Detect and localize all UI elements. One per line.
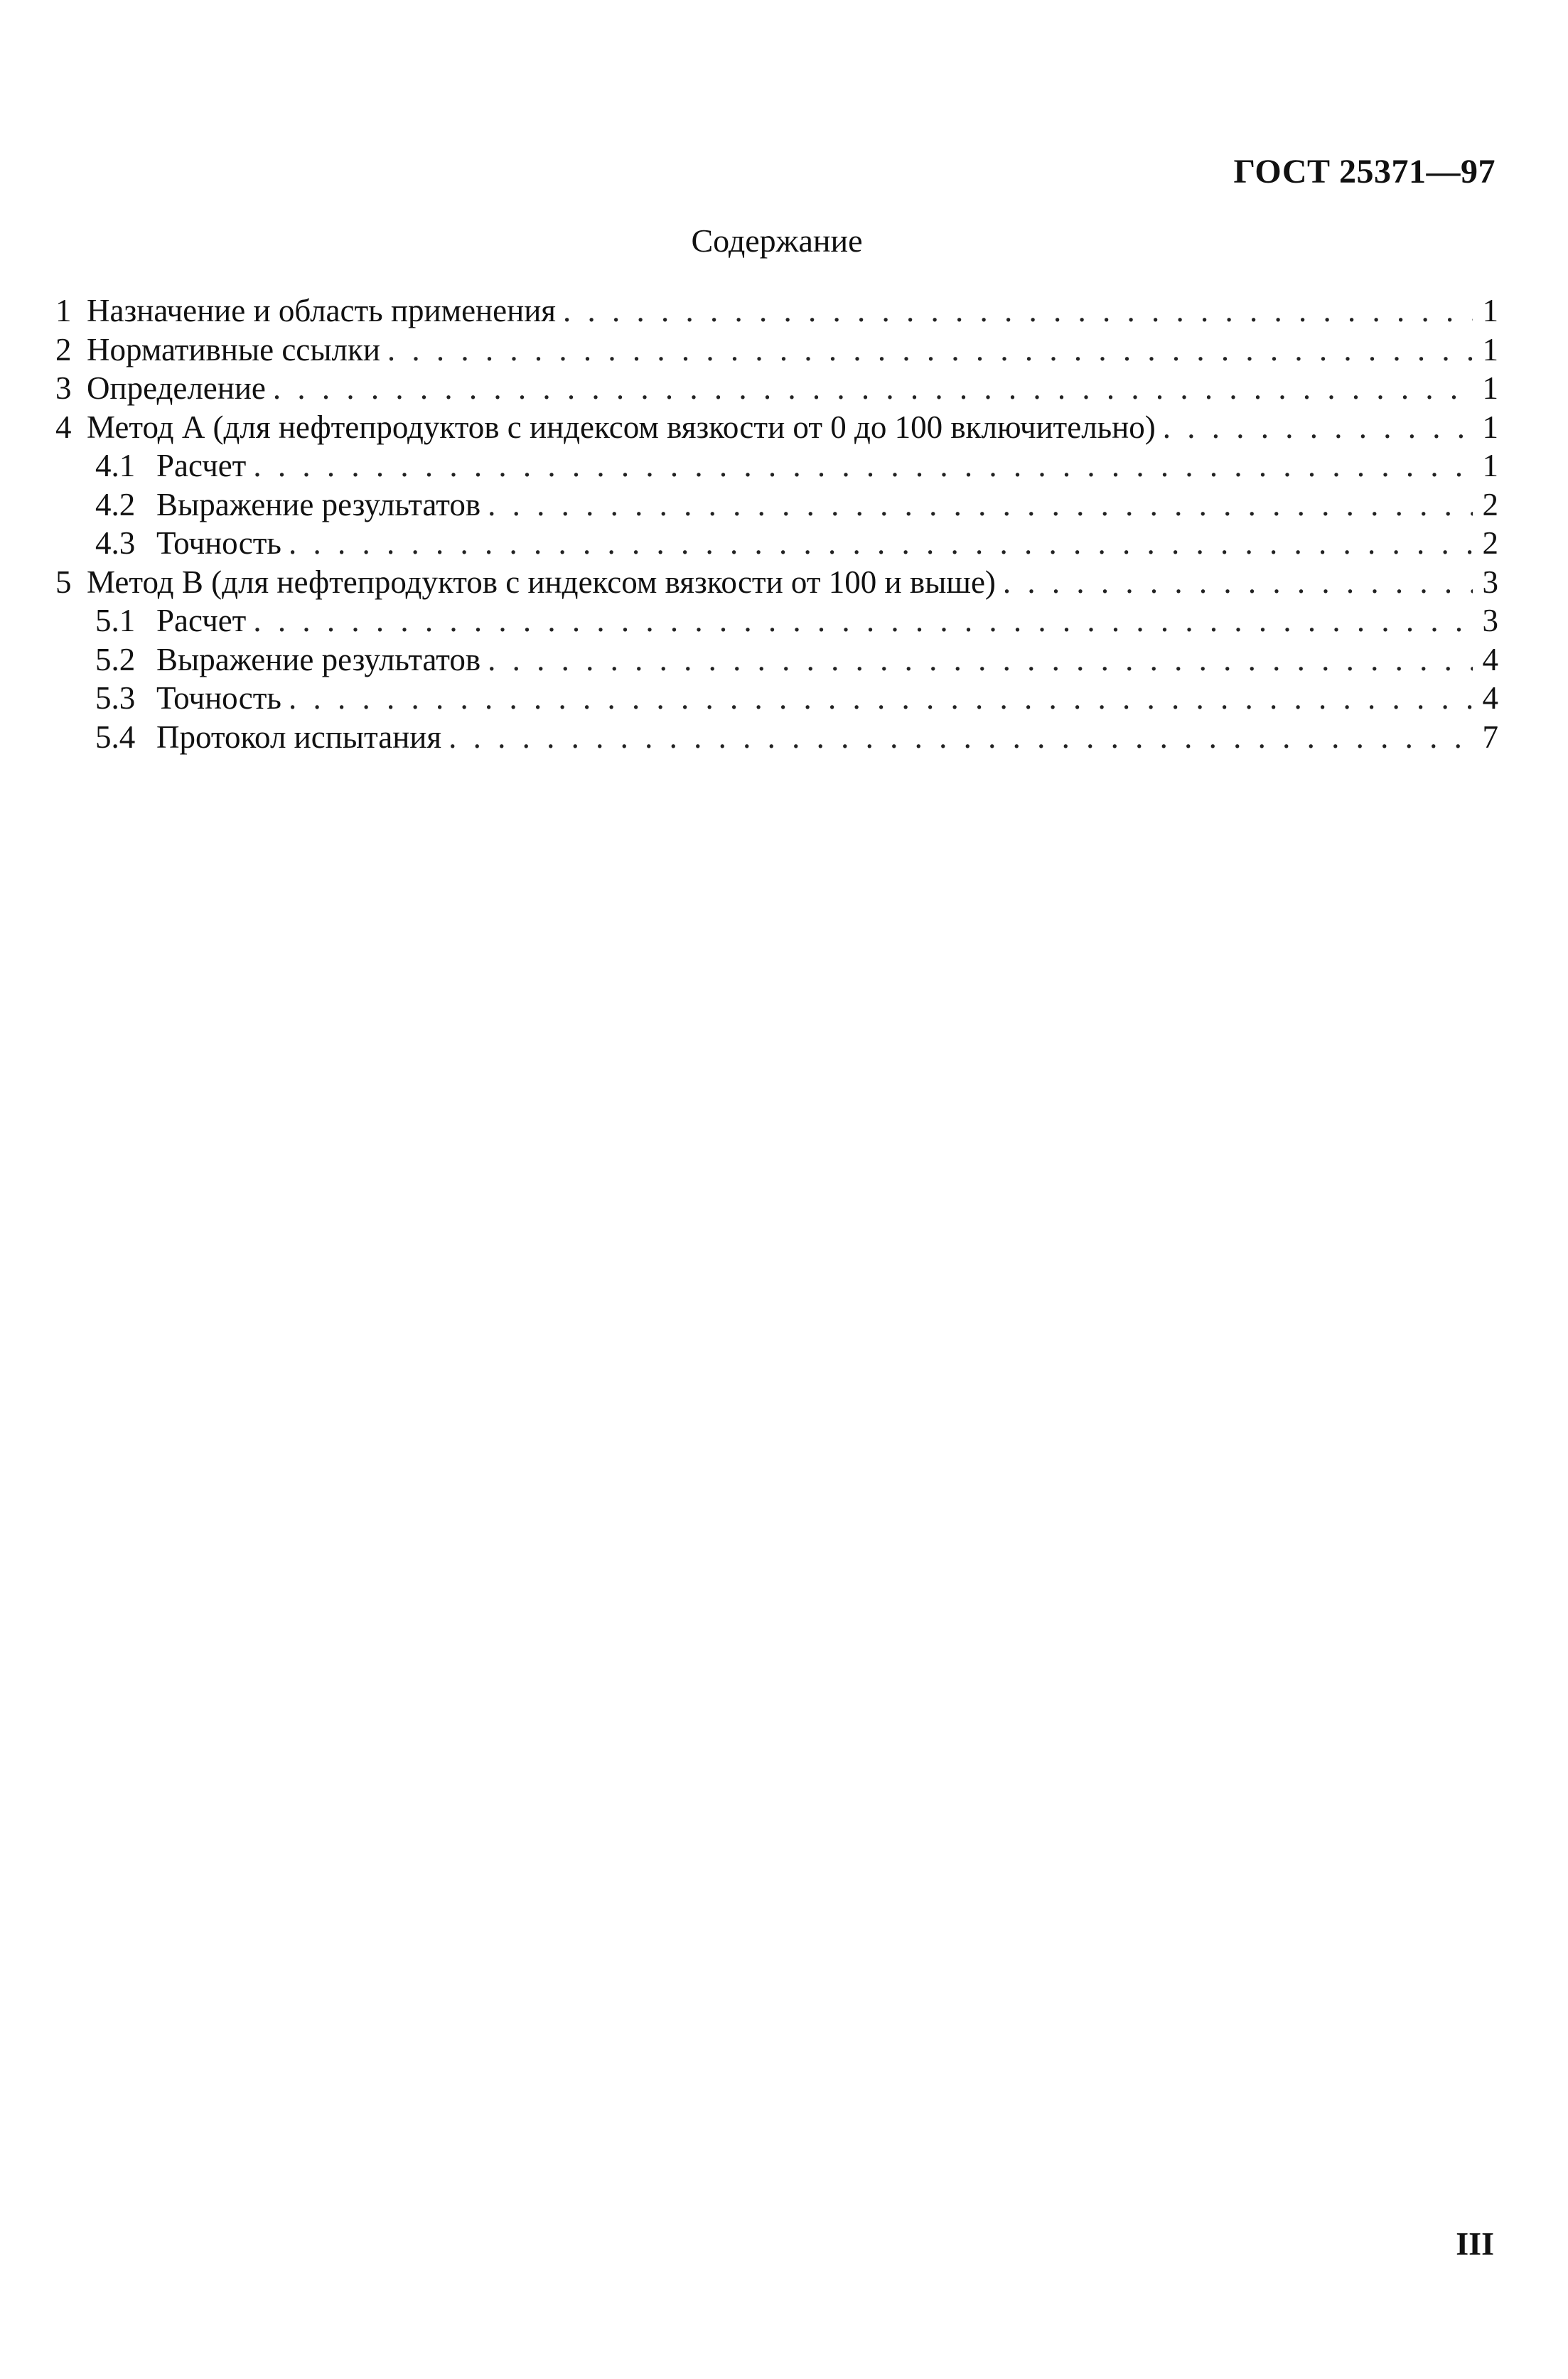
toc-entry-title: Расчет bbox=[156, 448, 247, 483]
toc-entry-page: 2 bbox=[1482, 486, 1498, 522]
dot-leader bbox=[1163, 408, 1473, 447]
toc-entry-number: 3 bbox=[55, 370, 72, 406]
toc-entry[interactable] bbox=[55, 369, 1498, 408]
toc-entry-number: 5 bbox=[55, 564, 72, 600]
page-number: III bbox=[1456, 2225, 1494, 2262]
dot-leader bbox=[449, 718, 1472, 757]
toc-entry-title: Метод В (для нефтепродуктов с индексом вязкости от 100 и выше) bbox=[87, 564, 996, 600]
toc-entry-page: 1 bbox=[1482, 370, 1498, 406]
toc-subentry[interactable] bbox=[55, 718, 1498, 757]
toc-entry-number: 5.2 bbox=[95, 641, 136, 677]
dot-leader bbox=[253, 446, 1472, 485]
dot-leader bbox=[253, 601, 1472, 640]
toc-entry-number: 4 bbox=[55, 409, 72, 445]
toc-entry-page: 3 bbox=[1482, 564, 1498, 600]
toc-entry-page: 3 bbox=[1482, 603, 1498, 638]
toc-subentry[interactable] bbox=[55, 485, 1498, 525]
toc-entry-number: 1 bbox=[55, 293, 72, 328]
toc-entry-title: Выражение результатов bbox=[156, 641, 481, 677]
toc-entry-number: 5.4 bbox=[95, 719, 136, 755]
toc-entry[interactable] bbox=[55, 331, 1498, 370]
dot-leader bbox=[488, 485, 1472, 525]
toc-entry-page: 1 bbox=[1482, 293, 1498, 328]
dot-leader bbox=[563, 291, 1473, 331]
toc-subentry[interactable] bbox=[55, 524, 1498, 563]
dot-leader bbox=[1003, 563, 1473, 602]
toc-entry-number: 4.3 bbox=[95, 525, 136, 561]
dot-leader bbox=[289, 679, 1473, 718]
toc-entry-title: Нормативные ссылки bbox=[87, 331, 380, 367]
toc-entry-page: 1 bbox=[1482, 409, 1498, 445]
dot-leader bbox=[289, 524, 1473, 563]
dot-leader bbox=[387, 331, 1473, 370]
toc-title: Содержание bbox=[691, 222, 863, 259]
dot-leader bbox=[273, 369, 1473, 408]
toc-subentry[interactable] bbox=[55, 601, 1498, 640]
toc-entry-page: 4 bbox=[1482, 680, 1498, 716]
toc-entry-title: Точность bbox=[156, 680, 281, 716]
toc-entry-page: 1 bbox=[1482, 448, 1498, 483]
document-code: ГОСТ 25371—97 bbox=[1233, 153, 1495, 190]
toc-entry-page: 7 bbox=[1482, 719, 1498, 755]
toc-entry[interactable] bbox=[55, 563, 1498, 602]
toc-entry-number: 4.1 bbox=[95, 448, 136, 483]
toc-entry-number: 4.2 bbox=[95, 486, 136, 522]
toc-entry-title: Определение bbox=[87, 370, 266, 406]
toc-entry-number: 5.1 bbox=[95, 603, 136, 638]
toc-entry-title: Назначение и область применения bbox=[87, 293, 556, 328]
toc-entry[interactable] bbox=[55, 291, 1498, 331]
toc-subentry[interactable] bbox=[55, 446, 1498, 485]
toc-entry-page: 4 bbox=[1482, 641, 1498, 677]
toc-entry[interactable] bbox=[55, 408, 1498, 447]
toc-entry-page: 1 bbox=[1482, 331, 1498, 367]
toc-entry-title: Протокол испытания bbox=[156, 719, 442, 755]
toc-entry-number: 2 bbox=[55, 331, 72, 367]
dot-leader bbox=[488, 640, 1472, 680]
toc-entry-title: Выражение результатов bbox=[156, 486, 481, 522]
toc-entry-title: Метод А (для нефтепродуктов с индексом вязкости от 0 до 100 включительно) bbox=[87, 409, 1156, 445]
toc-entry-title: Расчет bbox=[156, 603, 247, 638]
toc-subentry[interactable] bbox=[55, 679, 1498, 718]
toc-subentry[interactable] bbox=[55, 640, 1498, 680]
toc-entry-page: 2 bbox=[1482, 525, 1498, 561]
toc-entry-number: 5.3 bbox=[95, 680, 136, 716]
table-of-contents bbox=[55, 291, 1498, 756]
toc-entry-title: Точность bbox=[156, 525, 281, 561]
